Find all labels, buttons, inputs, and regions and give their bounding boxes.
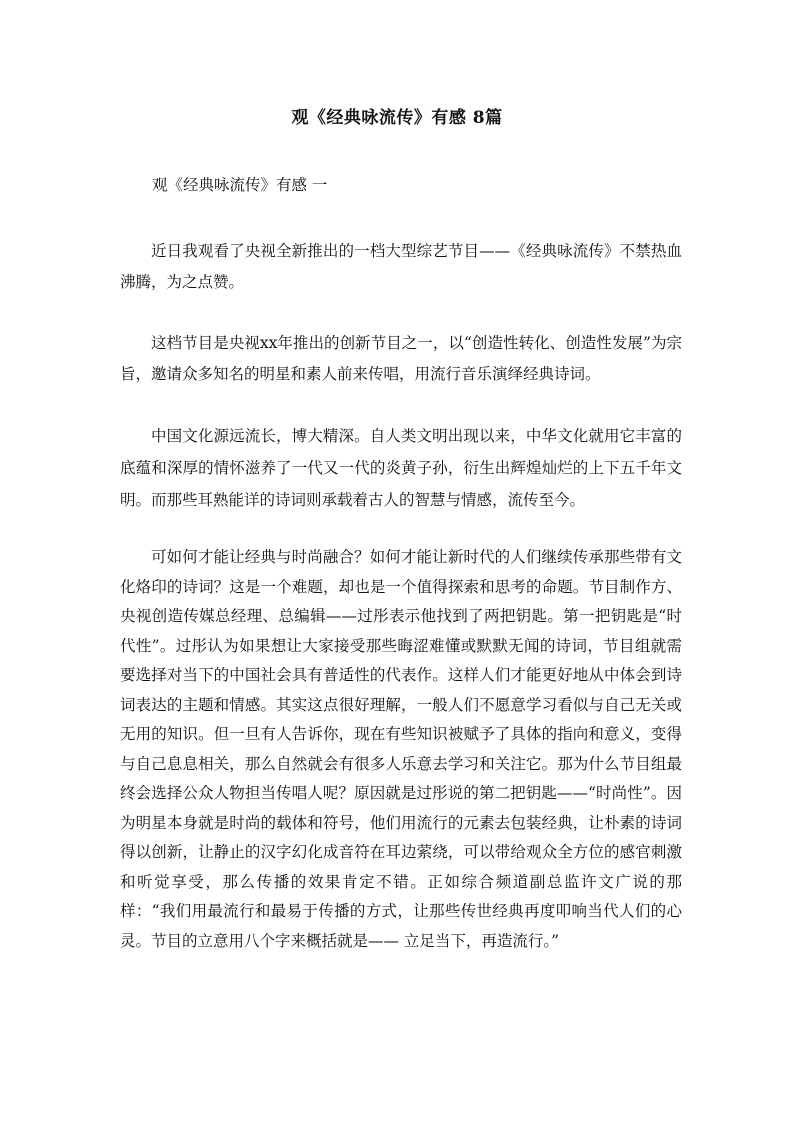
paragraph-1: 近日我观看了央视全新推出的一档大型综艺节目——《经典咏流传》不禁热血沸腾，为之点赞。 xyxy=(120,242,682,291)
document-title: 观《经典咏流传》有感 8篇 xyxy=(291,108,503,128)
paragraph-2: 这档节目是央视xx年推出的创新节目之一，以“创造性转化、创造性发展”为宗旨，邀请众多知名的明星和素人前来传唱，用流行音乐演绎经典诗词。 xyxy=(120,334,682,383)
paragraph-4: 可如何才能让经典与时尚融合？如何才能让新时代的人们继续传承那些带有文化烙印的诗词？这是一个难题，却也是一个值得探索和思考的命题。节目制作方、央视创造传媒总经理、总编辑——过彤表示他找到了两把钥匙。第一把钥匙是“时代性”。过彤认为如果想让大家接受那些晦涩难懂或默默无闻的诗词，节目组就需要选择对当下的中国社会具有普适性的代表作。这样人们才能更好地从中体会到诗词表达的主题和情感。其实这点很好理解，一般人们不愿意学习看似与自己无关或无用的知识。但一旦有人告诉你，现在有些知识被赋予了具体的指向和意义，变得与自己息息相关，那么自然就会有很多人乐意去学习和关注它。那为什么节目组最终会选择公众人物担当传唱人呢？原因就是过彤说的第二把钥匙——“时尚性”。因为明星本身就是时尚的载体和符号，他们用流行的元素去包装经典，让朴素的诗词得以创新，让静止的汉字幻化成音符在耳边萦绕，可以带给观众全方位的感官刺激和听觉享受，那么传播的效果肯定不错。正如综合频道副总监许文广说的那样：“我们用最流行和最易于传播的方式，让那些传世经典再度叩响当代人们的心灵。节目的立意用八个字来概括就是—— 立足当下，再造流行。” xyxy=(120,548,682,950)
section-heading: 观《经典咏流传》有感 一 xyxy=(152,176,328,194)
paragraph-3: 中国文化源远流长，博大精深。自人类文明出现以来，中华文化就用它丰富的底蕴和深厚的情怀滋养了一代又一代的炎黄子孙，衍生出辉煌灿烂的上下五千年文明。而那些耳熟能详的诗词则承载着古人的智慧与情感，流传至今。 xyxy=(120,427,682,509)
